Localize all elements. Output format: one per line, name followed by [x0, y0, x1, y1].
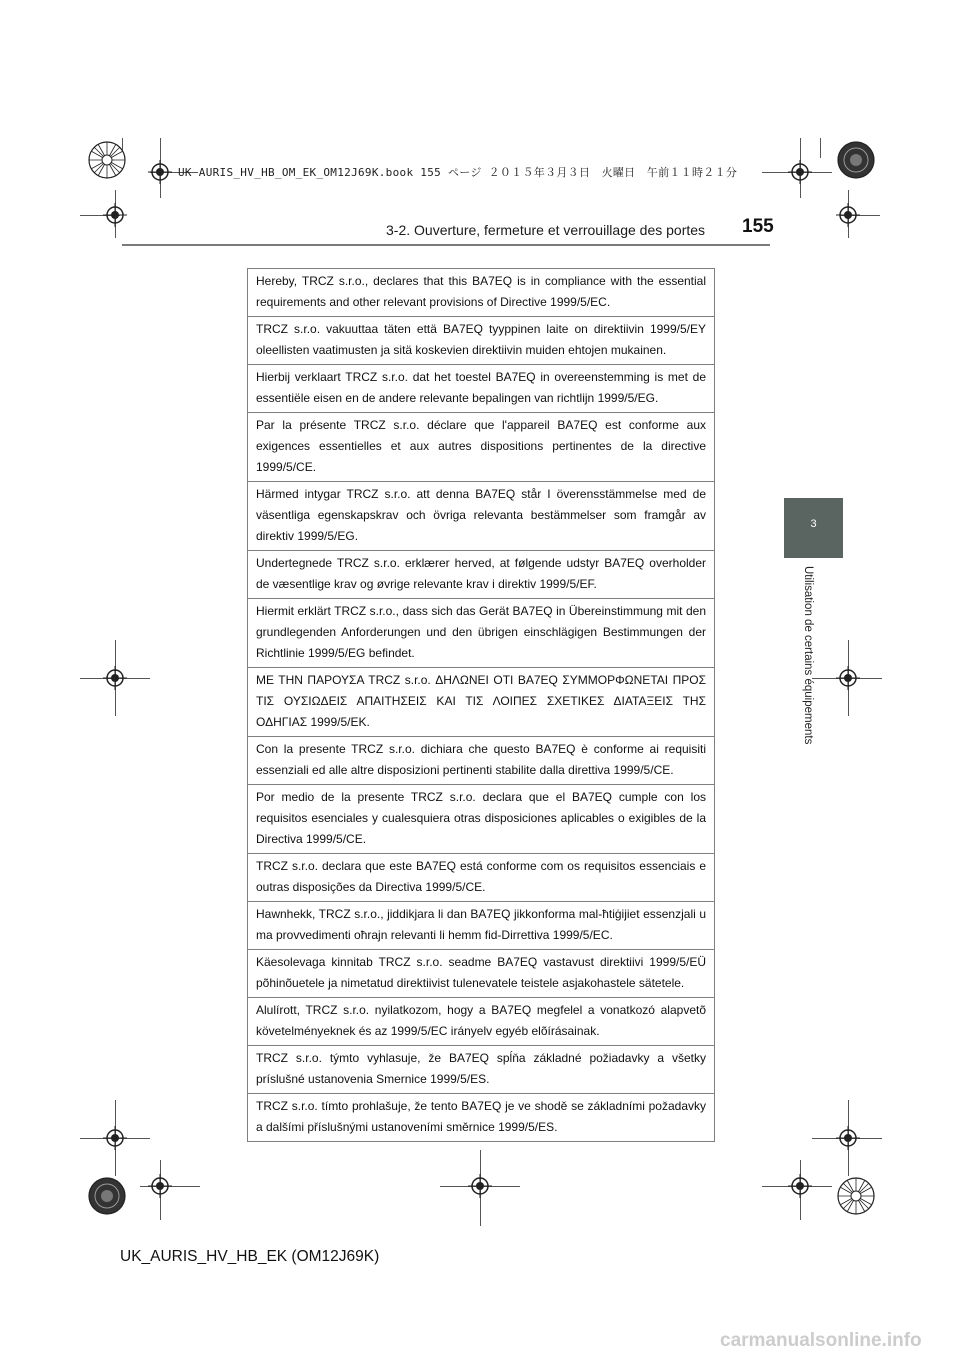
declaration-cell: Con la presente TRCZ s.r.o. dichiara che questo BA7EQ è conforme ai requisiti essenziali ed alle altre disposizioni pertinenti stabilite dalla direttiva 1999/5/CE.	[248, 737, 715, 785]
registration-target-icon	[836, 203, 860, 227]
radial-calibration-target-icon	[836, 140, 876, 180]
registration-target-icon	[788, 160, 812, 184]
declaration-cell: Hiermit erklärt TRCZ s.r.o., dass sich das Gerät BA7EQ in Übereinstimmung mit den grundlegenden Anforderungen und den übrigen einschlägigen Bestimmungen der Richtlinie 1999/5/EG befindet.	[248, 599, 715, 668]
declaration-cell: TRCZ s.r.o. týmto vyhlasuje, že BA7EQ spĺňa základné požiadavky a všetky príslušné ustanovenia Smernice 1999/5/ES.	[248, 1046, 715, 1094]
table-row	[248, 599, 715, 668]
radial-calibration-target-icon	[87, 1176, 127, 1216]
declaration-cell: Por medio de la presente TRCZ s.r.o. declara que el BA7EQ cumple con los requisitos esenciales y cualesquiera otras disposiciones aplicables o exigibles de la Directiva 1999/5/CE.	[248, 785, 715, 854]
declaration-cell: Par la présente TRCZ s.r.o. déclare que l'appareil BA7EQ est conforme aux exigences essentielles et aux autres dispositions pertinentes de la directive 1999/5/CE.	[248, 413, 715, 482]
table-row	[248, 785, 715, 854]
table-row	[248, 482, 715, 551]
registration-target-icon	[103, 666, 127, 690]
table-row	[248, 998, 715, 1046]
registration-target-icon	[836, 1126, 860, 1150]
chapter-side-label: Utilisation de certains équipements	[802, 566, 814, 745]
table-row	[248, 551, 715, 599]
registration-target-icon	[103, 203, 127, 227]
page-number: 155	[742, 216, 774, 237]
table-row	[248, 1094, 715, 1142]
declaration-cell: Härmed intygar TRCZ s.r.o. att denna BA7EQ står I överensstämmelse med de väsentliga egenskapskrav och övriga relevanta bestämmelser som framgår av direktiv 1999/5/EG.	[248, 482, 715, 551]
table-row	[248, 854, 715, 902]
table-row	[248, 950, 715, 998]
declarations-table	[247, 268, 715, 1142]
table-row	[248, 1046, 715, 1094]
crop-mark-line	[820, 138, 821, 158]
registration-target-icon	[788, 1174, 812, 1198]
declaration-cell: Undertegnede TRCZ s.r.o. erklærer herved, at følgende udstyr BA7EQ overholder de væsentlige krav og øvrige relevante krav i direktiv 1999/5/EF.	[248, 551, 715, 599]
header-divider	[122, 244, 770, 246]
table-row	[248, 668, 715, 737]
declaration-cell: Hierbij verklaart TRCZ s.r.o. dat het toestel BA7EQ in overeenstemming is met de essentiële eisen en de andere relevante bepalingen van richtlijn 1999/5/EG.	[248, 365, 715, 413]
chapter-tab: 3	[784, 498, 843, 558]
registration-target-icon	[468, 1174, 492, 1198]
declaration-cell: ΜΕ ΤΗΝ ΠΑΡΟΥΣΑ TRCZ s.r.o. ΔΗΛΩΝΕΙ ΟΤΙ BA7EQ ΣΥΜΜΟΡΦΩΝΕΤΑΙ ΠΡΟΣ ΤΙΣ ΟΥΣΙΩΔΕΙΣ ΑΠΑΙΤΗΣΕΙΣ ΚΑΙ ΤΙΣ ΛΟΙΠΕΣ ΣΧΕΤΙΚΕΣ ΔΙΑΤΑΞΕΙΣ ΤΗΣ ΟΔΗΓΙΑΣ 1999/5/ΕΚ.	[248, 668, 715, 737]
registration-target-icon	[836, 666, 860, 690]
table-row	[248, 737, 715, 785]
table-row	[248, 269, 715, 317]
declaration-cell: TRCZ s.r.o. vakuuttaa täten että BA7EQ tyyppinen laite on direktiivin 1999/5/EY oleellisten vaatimusten ja sitä koskevien direktiivin muiden ehtojen mukainen.	[248, 317, 715, 365]
declaration-cell: Hereby, TRCZ s.r.o., declares that this BA7EQ is in compliance with the essential requirements and other relevant provisions of Directive 1999/5/EC.	[248, 269, 715, 317]
document-code: UK_AURIS_HV_HB_EK (OM12J69K)	[120, 1248, 380, 1265]
watermark: carmanualsonline.info	[720, 1330, 922, 1351]
declaration-cell: Hawnhekk, TRCZ s.r.o., jiddikjara li dan BA7EQ jikkonforma mal-ħtiġijiet essenzjali u ma provvedimenti oħrajn relevanti li hemm fid-Dirrettiva 1999/5/EC.	[248, 902, 715, 950]
registration-target-icon	[148, 160, 172, 184]
table-row	[248, 902, 715, 950]
radial-calibration-target-icon	[836, 1176, 876, 1216]
registration-target-icon	[148, 1174, 172, 1198]
declaration-cell: TRCZ s.r.o. declara que este BA7EQ está conforme com os requisitos essenciais e outras disposições da Directiva 1999/5/CE.	[248, 854, 715, 902]
registration-target-icon	[103, 1126, 127, 1150]
section-title: 3-2. Ouverture, fermeture et verrouillage des portes	[386, 222, 706, 238]
declaration-cell: Alulírott, TRCZ s.r.o. nyilatkozom, hogy a BA7EQ megfelel a vonatkozó alapvetõ követelményeknek és az 1999/5/EC irányelv egyéb elõírásainak.	[248, 998, 715, 1046]
table-row	[248, 317, 715, 365]
book-file-info: UK AURIS_HV_HB_OM_EK_OM12J69K.book 155 ページ ２０１５年３月３日 火曜日 午前１１時２１分	[178, 166, 738, 179]
table-row	[248, 413, 715, 482]
declaration-cell: Käesolevaga kinnitab TRCZ s.r.o. seadme BA7EQ vastavust direktiivi 1999/5/EÜ põhinõuetele ja nimetatud direktiivist tulenevatele teistele asjakohastele sätetele.	[248, 950, 715, 998]
radial-calibration-target-icon	[87, 140, 127, 180]
declaration-cell: TRCZ s.r.o. tímto prohlašuje, že tento BA7EQ je ve shodě se základními požadavky a dalšími příslušnými ustanoveními směrnice 1999/5/ES.	[248, 1094, 715, 1142]
table-row	[248, 365, 715, 413]
